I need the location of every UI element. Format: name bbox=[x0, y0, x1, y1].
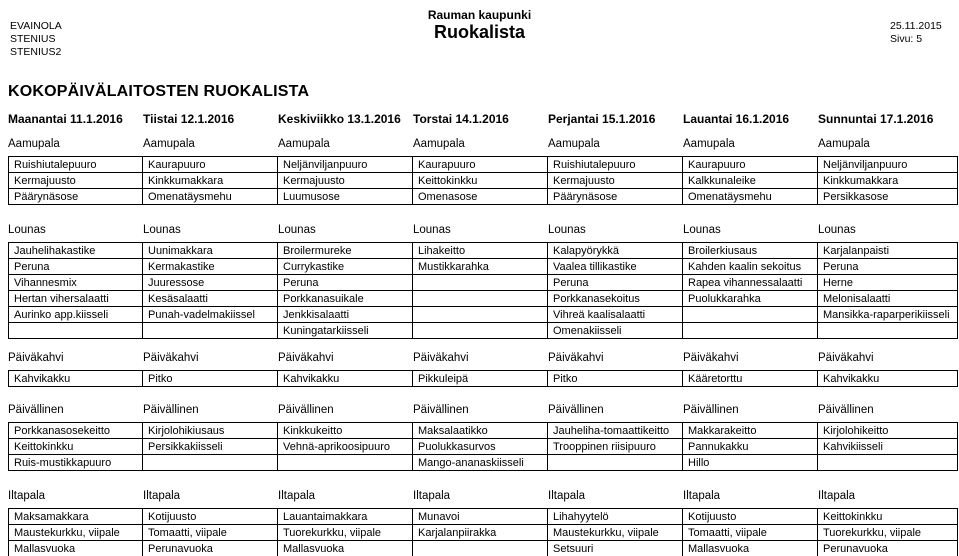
menu-cell: Kalkkunaleike bbox=[683, 173, 818, 189]
menu-cell bbox=[683, 307, 818, 323]
meal-label: Päiväkahvi bbox=[143, 352, 199, 364]
menu-grid bbox=[8, 370, 958, 387]
menu-cell: Kermajuusto bbox=[9, 173, 143, 189]
menu-cell: Persikkakiisseli bbox=[143, 439, 278, 455]
menu-cell: Tuorekurkku, viipale bbox=[278, 525, 413, 541]
menu-cell bbox=[143, 455, 278, 471]
menu-cell: Kinkkumakkara bbox=[818, 173, 958, 189]
menu-cell: Vehnä-aprikoosipuuro bbox=[278, 439, 413, 455]
menu-cell: Hertan vihersalaatti bbox=[9, 291, 143, 307]
header-line-1: EVAINOLA bbox=[10, 20, 62, 32]
menu-cell: Hillo bbox=[683, 455, 818, 471]
meal-label: Lounas bbox=[413, 224, 451, 236]
menu-cell bbox=[278, 455, 413, 471]
day-header: Torstai 14.1.2016 bbox=[413, 112, 509, 126]
menu-cell: Kääretorttu bbox=[683, 371, 818, 387]
menu-cell: Mallasvuoka bbox=[683, 541, 818, 556]
menu-cell: Persikkasose bbox=[818, 189, 958, 205]
menu-cell bbox=[548, 455, 683, 471]
menu-row bbox=[9, 439, 958, 455]
menu-cell: Päärynäsose bbox=[9, 189, 143, 205]
menu-cell: Maksalaatikko bbox=[413, 423, 548, 439]
menu-cell: Jauheliha-tomaattikeitto bbox=[548, 423, 683, 439]
menu-cell bbox=[683, 323, 818, 339]
menu-cell: Pitko bbox=[143, 371, 278, 387]
menu-cell: Juuressose bbox=[143, 275, 278, 291]
menu-cell: Omenatäysmehu bbox=[683, 189, 818, 205]
menu-cell: Maustekurkku, viipale bbox=[548, 525, 683, 541]
menu-cell: Maksamakkara bbox=[9, 509, 143, 525]
meal-label: Aamupala bbox=[278, 138, 330, 150]
menu-cell: Kalapyörykkä bbox=[548, 243, 683, 259]
meal-label: Iltapala bbox=[548, 490, 586, 502]
document-title: Ruokalista bbox=[433, 22, 526, 42]
menu-cell: Broilermureke bbox=[278, 243, 413, 259]
meal-label: Aamupala bbox=[8, 138, 60, 150]
meal-label: Iltapala bbox=[818, 490, 856, 502]
menu-grid bbox=[8, 508, 958, 556]
menu-row bbox=[9, 173, 958, 189]
menu-cell: Setsuuri bbox=[548, 541, 683, 556]
menu-row bbox=[9, 541, 958, 556]
menu-cell: Perunavuoka bbox=[143, 541, 278, 556]
menu-cell: Kaurapuuro bbox=[683, 157, 818, 173]
meal-label: Päivällinen bbox=[143, 404, 199, 416]
day-header: Maanantai 11.1.2016 bbox=[8, 112, 123, 126]
menu-cell: Kinkkukeitto bbox=[278, 423, 413, 439]
meal-label: Iltapala bbox=[8, 490, 46, 502]
menu-cell: Lauantaimakkara bbox=[278, 509, 413, 525]
header-line-3: STENIUS2 bbox=[10, 46, 62, 58]
menu-cell: Tomaatti, viipale bbox=[143, 525, 278, 541]
menu-grid bbox=[8, 156, 958, 205]
menu-cell: Jenkkisalaatti bbox=[278, 307, 413, 323]
menu-cell: Kahvikakku bbox=[278, 371, 413, 387]
menu-cell: Karjalanpaisti bbox=[818, 243, 958, 259]
meal-label: Päivällinen bbox=[818, 404, 874, 416]
menu-cell: Neljänviljanpuuro bbox=[818, 157, 958, 173]
header-line-2: STENIUS bbox=[10, 33, 56, 45]
meal-label: Päivällinen bbox=[413, 404, 469, 416]
meal-label: Aamupala bbox=[683, 138, 735, 150]
menu-cell: Kotijuusto bbox=[683, 509, 818, 525]
meal-label: Päiväkahvi bbox=[278, 352, 334, 364]
menu-cell: Peruna bbox=[818, 259, 958, 275]
menu-cell: Porkkanasosekeitto bbox=[9, 423, 143, 439]
menu-cell: Puolukkarahka bbox=[683, 291, 818, 307]
menu-cell: Perunavuoka bbox=[818, 541, 958, 556]
menu-cell: Ruishiutalepuuro bbox=[548, 157, 683, 173]
menu-cell: Mango-ananaskiisseli bbox=[413, 455, 548, 471]
menu-cell: Luumusose bbox=[278, 189, 413, 205]
meal-label: Lounas bbox=[278, 224, 316, 236]
menu-cell: Mustikkarahka bbox=[413, 259, 548, 275]
menu-cell: Vihreä kaalisalaatti bbox=[548, 307, 683, 323]
menu-cell: Pikkuleipä bbox=[413, 371, 548, 387]
menu-cell: Kermajuusto bbox=[548, 173, 683, 189]
menu-row bbox=[9, 157, 958, 173]
menu-cell: Peruna bbox=[9, 259, 143, 275]
menu-cell: Kahvikakku bbox=[9, 371, 143, 387]
meal-label: Päiväkahvi bbox=[413, 352, 469, 364]
menu-cell: Punah-vadelmakiissel bbox=[143, 307, 278, 323]
menu-cell: Päärynäsose bbox=[548, 189, 683, 205]
menu-cell: Broilerkiusaus bbox=[683, 243, 818, 259]
menu-cell: Kaurapuuro bbox=[413, 157, 548, 173]
meal-label: Iltapala bbox=[143, 490, 181, 502]
menu-cell: Aurinko app.kiisseli bbox=[9, 307, 143, 323]
menu-cell: Lihahyytelö bbox=[548, 509, 683, 525]
menu-cell: Omenasose bbox=[413, 189, 548, 205]
menu-row bbox=[9, 423, 958, 439]
day-header: Sunnuntai 17.1.2016 bbox=[818, 112, 934, 126]
menu-cell: Kahvikakku bbox=[818, 371, 958, 387]
menu-cell: Omenatäysmehu bbox=[143, 189, 278, 205]
menu-cell: Melonisalaatti bbox=[818, 291, 958, 307]
meal-label: Päiväkahvi bbox=[548, 352, 604, 364]
menu-cell: Currykastike bbox=[278, 259, 413, 275]
meal-label: Päivällinen bbox=[548, 404, 604, 416]
menu-cell: Maustekurkku, viipale bbox=[9, 525, 143, 541]
meal-label: Päiväkahvi bbox=[683, 352, 739, 364]
meal-label: Lounas bbox=[548, 224, 586, 236]
menu-row bbox=[9, 291, 958, 307]
menu-cell bbox=[818, 323, 958, 339]
menu-cell: Peruna bbox=[548, 275, 683, 291]
meal-label: Päiväkahvi bbox=[8, 352, 64, 364]
meal-label: Aamupala bbox=[818, 138, 870, 150]
menu-cell: Lihakeitto bbox=[413, 243, 548, 259]
menu-cell: Vaalea tillikastike bbox=[548, 259, 683, 275]
day-header: Tiistai 12.1.2016 bbox=[143, 112, 235, 126]
menu-row bbox=[9, 275, 958, 291]
menu-cell bbox=[818, 455, 958, 471]
meal-label: Lounas bbox=[683, 224, 721, 236]
meal-label: Päiväkahvi bbox=[818, 352, 874, 364]
menu-cell: Neljänviljanpuuro bbox=[278, 157, 413, 173]
menu-row bbox=[9, 371, 958, 387]
meal-label: Lounas bbox=[818, 224, 856, 236]
menu-cell: Rapea vihannessalaatti bbox=[683, 275, 818, 291]
menu-cell: Kirjolohikiusaus bbox=[143, 423, 278, 439]
city-name: Rauman kaupunki bbox=[427, 8, 532, 22]
menu-cell: Tomaatti, viipale bbox=[683, 525, 818, 541]
meal-label: Iltapala bbox=[683, 490, 721, 502]
menu-cell: Keittokinkku bbox=[818, 509, 958, 525]
header-right bbox=[890, 20, 942, 46]
menu-cell: Makkarakeitto bbox=[683, 423, 818, 439]
menu-row bbox=[9, 455, 958, 471]
menu-cell: Mallasvuoka bbox=[278, 541, 413, 556]
menu-cell: Keittokinkku bbox=[9, 439, 143, 455]
menu-row bbox=[9, 323, 958, 339]
page-number: Sivu: 5 bbox=[890, 33, 923, 45]
menu-cell: Pannukakku bbox=[683, 439, 818, 455]
menu-cell bbox=[413, 275, 548, 291]
meal-label: Iltapala bbox=[278, 490, 316, 502]
meal-label: Lounas bbox=[143, 224, 181, 236]
menu-cell: Kinkkumakkara bbox=[143, 173, 278, 189]
menu-cell: Trooppinen riisipuuro bbox=[548, 439, 683, 455]
meal-label: Päivällinen bbox=[278, 404, 334, 416]
menu-cell bbox=[413, 323, 548, 339]
menu-grid bbox=[8, 422, 958, 471]
menu-cell: Mansikka-raparperikiisseli bbox=[818, 307, 958, 323]
menu-row bbox=[9, 509, 958, 525]
meal-label: Päivällinen bbox=[683, 404, 739, 416]
menu-cell: Munavoi bbox=[413, 509, 548, 525]
menu-cell: Pitko bbox=[548, 371, 683, 387]
menu-cell: Kahden kaalin sekoitus bbox=[683, 259, 818, 275]
menu-cell bbox=[413, 541, 548, 556]
menu-cell: Herne bbox=[818, 275, 958, 291]
menu-cell: Kermakastike bbox=[143, 259, 278, 275]
menu-cell: Kirjolohikeitto bbox=[818, 423, 958, 439]
menu-cell: Vihannesmix bbox=[9, 275, 143, 291]
menu-cell: Kaurapuuro bbox=[143, 157, 278, 173]
menu-cell: Porkkanasuikale bbox=[278, 291, 413, 307]
menu-cell: Keittokinkku bbox=[413, 173, 548, 189]
menu-cell: Ruis-mustikkapuuro bbox=[9, 455, 143, 471]
menu-cell: Tuorekurkku, viipale bbox=[818, 525, 958, 541]
meal-label: Lounas bbox=[8, 224, 46, 236]
menu-cell: Porkkanasekoitus bbox=[548, 291, 683, 307]
menu-cell: Ruishiutalepuuro bbox=[9, 157, 143, 173]
menu-cell: Kermajuusto bbox=[278, 173, 413, 189]
menu-cell: Puolukkasurvos bbox=[413, 439, 548, 455]
menu-cell: Jauhelihakastike bbox=[9, 243, 143, 259]
meal-label: Aamupala bbox=[413, 138, 465, 150]
menu-row bbox=[9, 307, 958, 323]
menu-row bbox=[9, 189, 958, 205]
print-date: 25.11.2015 bbox=[890, 20, 942, 32]
menu-cell bbox=[413, 291, 548, 307]
menu-row bbox=[9, 243, 958, 259]
meal-label: Iltapala bbox=[413, 490, 451, 502]
menu-cell: Kotijuusto bbox=[143, 509, 278, 525]
meal-label: Päivällinen bbox=[8, 404, 64, 416]
day-header: Lauantai 16.1.2016 bbox=[683, 112, 790, 126]
menu-cell bbox=[9, 323, 143, 339]
menu-row bbox=[9, 525, 958, 541]
menu-cell: Kesäsalaatti bbox=[143, 291, 278, 307]
day-header: Perjantai 15.1.2016 bbox=[548, 112, 656, 126]
menu-cell: Mallasvuoka bbox=[9, 541, 143, 556]
menu-cell: Omenakiisseli bbox=[548, 323, 683, 339]
menu-cell: Kuningatarkiisseli bbox=[278, 323, 413, 339]
menu-row bbox=[9, 259, 958, 275]
meal-label: Aamupala bbox=[143, 138, 195, 150]
meal-label: Aamupala bbox=[548, 138, 600, 150]
menu-cell: Kahvikiisseli bbox=[818, 439, 958, 455]
menu-cell bbox=[143, 323, 278, 339]
menu-cell: Peruna bbox=[278, 275, 413, 291]
menu-grid bbox=[8, 242, 958, 339]
day-header: Keskiviikko 13.1.2016 bbox=[278, 112, 401, 126]
main-title: KOKOPÄIVÄLAITOSTEN RUOKALISTA bbox=[8, 83, 310, 100]
menu-cell: Karjalanpiirakka bbox=[413, 525, 548, 541]
menu-cell: Uunimakkara bbox=[143, 243, 278, 259]
menu-cell bbox=[413, 307, 548, 323]
